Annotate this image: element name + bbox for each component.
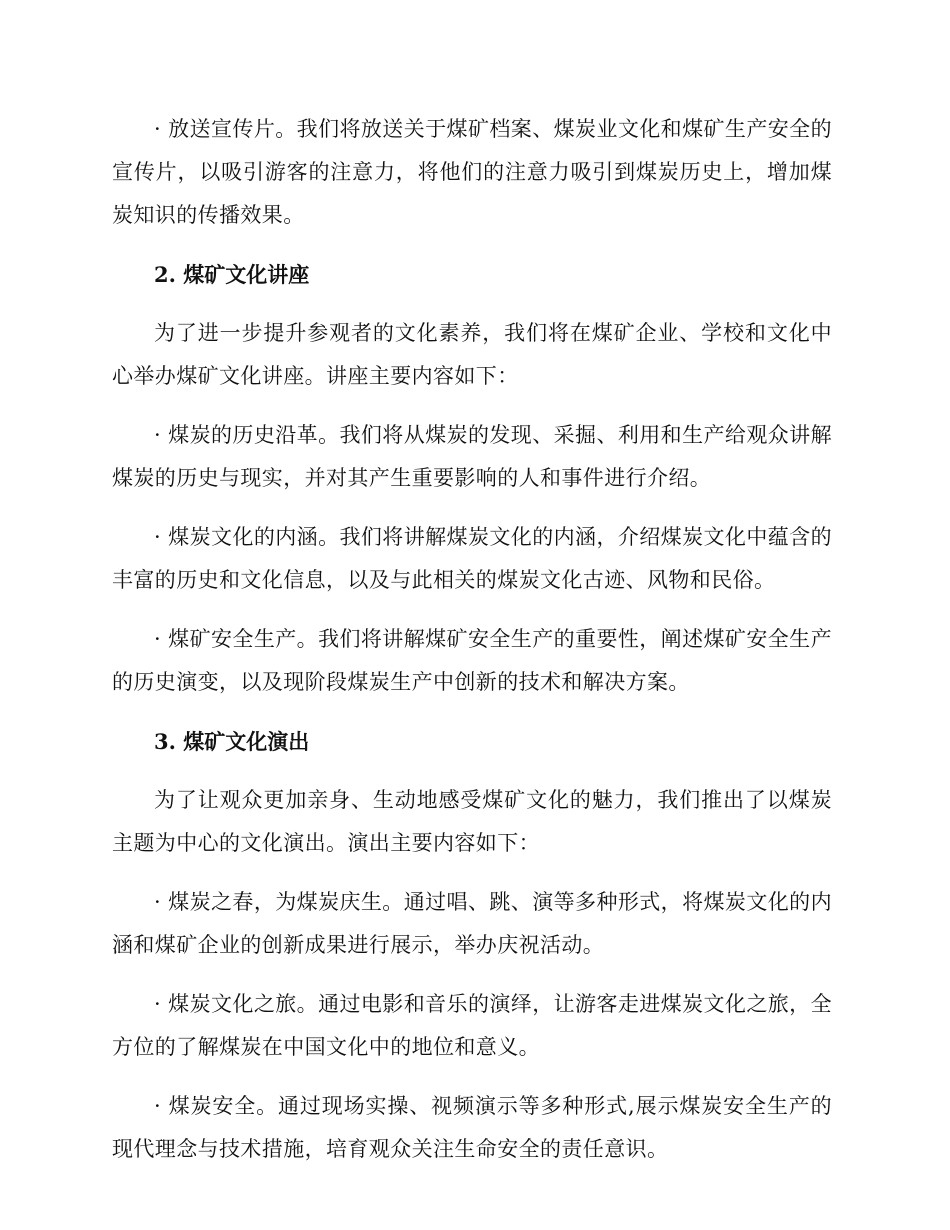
bullet-mine-safety: · 煤矿安全生产。我们将讲解煤矿安全生产的重要性，阐述煤矿安全生产的历史演变，以及现阶段煤炭生产中创新的技术和解决方案。 — [112, 627, 832, 694]
section-heading-performances: 3. 煤矿文化演出 — [154, 729, 310, 754]
section-heading-lectures: 2. 煤矿文化讲座 — [154, 262, 310, 287]
document-page — [112, 108, 832, 1171]
bullet-promo-film: · 放送宣传片。我们将放送关于煤矿档案、煤炭业文化和煤矿生产安全的宣传片，以吸引游客的注意力，将他们的注意力吸引到煤炭历史上，增加煤炭知识的传播效果。 — [112, 117, 832, 227]
lectures-intro-paragraph: 为了进一步提升参观者的文化素养，我们将在煤矿企业、学校和文化中心举办煤矿文化讲座。讲座主要内容如下： — [112, 321, 832, 388]
bullet-coal-culture: · 煤炭文化的内涵。我们将讲解煤炭文化的内涵，介绍煤炭文化中蕴含的丰富的历史和文化信息，以及与此相关的煤炭文化古迹、风物和民俗。 — [112, 525, 832, 592]
performances-intro-paragraph: 为了让观众更加亲身、生动地感受煤矿文化的魅力，我们推出了以煤炭主题为中心的文化演出。演出主要内容如下： — [112, 788, 832, 855]
bullet-coal-journey: · 煤炭文化之旅。通过电影和音乐的演绎，让游客走进煤炭文化之旅，全方位的了解煤炭在中国文化中的地位和意义。 — [112, 992, 832, 1059]
bullet-coal-spring: · 煤炭之春，为煤炭庆生。通过唱、跳、演等多种形式，将煤炭文化的内涵和煤矿企业的创新成果进行展示，举办庆祝活动。 — [112, 890, 832, 957]
bullet-coal-history: · 煤炭的历史沿革。我们将从煤炭的发现、采掘、利用和生产给观众讲解煤炭的历史与现实，并对其产生重要影响的人和事件进行介绍。 — [112, 423, 832, 490]
bullet-coal-safety: · 煤炭安全。通过现场实操、视频演示等多种形式,展示煤炭安全生产的现代理念与技术措施，培育观众关注生命安全的责任意识。 — [112, 1094, 832, 1161]
